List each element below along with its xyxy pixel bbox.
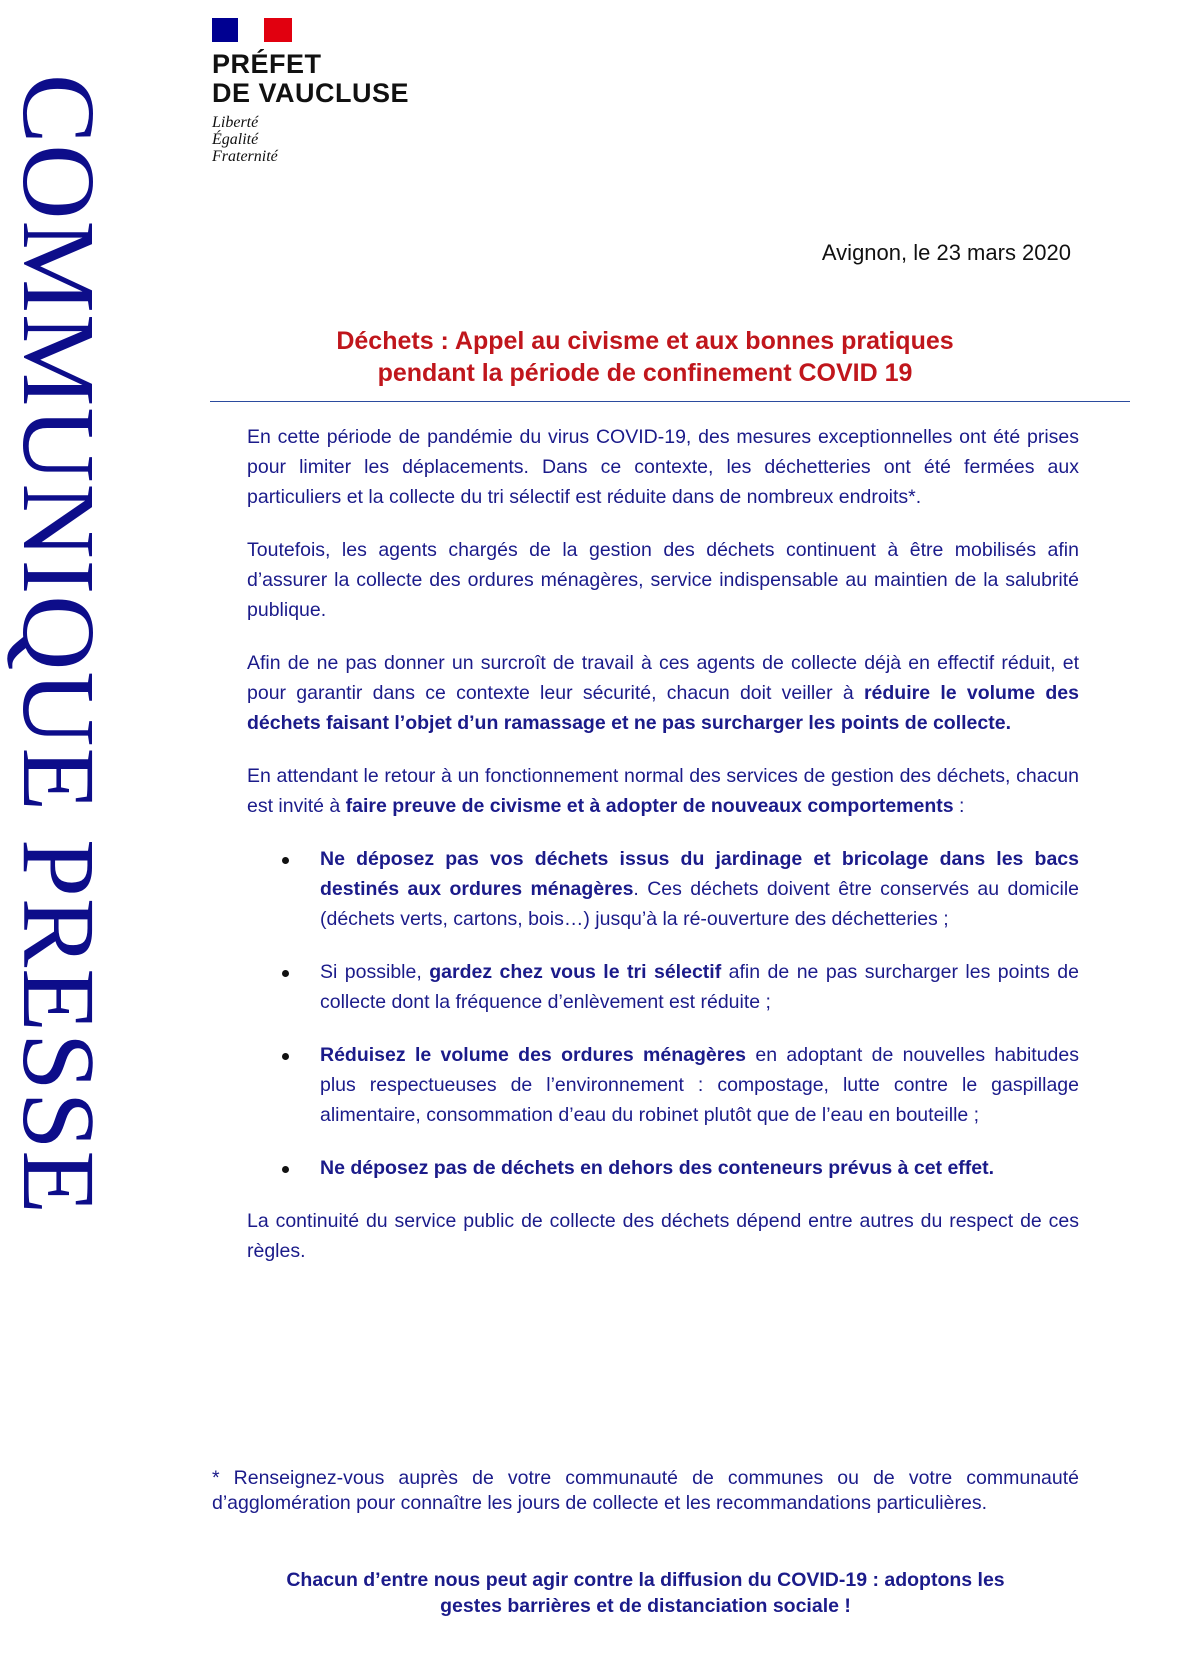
vertical-banner: COMMUNIQUE PRESSE [1,74,116,1215]
title-line2: pendant la période de confinement COVID 19 [377,359,913,387]
paragraph-continuity: La continuité du service public de collecte des déchets dépend entre autres du respect de ces règles. [247,1210,1079,1262]
bullet-bold: Réduisez le volume des ordures ménagères [320,1044,747,1066]
bullet-bold: Ne déposez pas de déchets en dehors des conteneurs prévus à cet effet. [320,1157,995,1179]
bullet-text: Si possible, [320,961,430,983]
page-title [210,325,1080,389]
bullet-text: en adoptant de nouvelles habitudes plus respectueuses de l’environnement : compostage, lutte contre le gaspillage alimentaire, consommation d’eau du robinet plutôt que de l’eau en bouteille ; [320,1044,1079,1126]
paragraph-reduce-bold: réduire le volume des déchets faisant l’objet d’un ramassage et ne pas surcharger les points de collecte. [247,682,1079,734]
bullet-icon [282,970,289,977]
bullet-bold: Ne déposez pas vos déchets issus du jardinage et bricolage dans les bacs destinés aux ordures ménagères [320,848,1079,900]
bullet-icon [282,1053,289,1060]
prefecture-name-line1: PRÉFET [212,49,322,79]
bullet-bold: gardez chez vous le tri sélectif [429,961,722,983]
motto-liberte: Liberté [212,114,259,131]
press-release-body [247,422,1079,1289]
paragraph-context: En cette période de pandémie du virus COVID-19, des mesures exceptionnelles ont été prises pour limiter les déplacements. Dans ce contexte, les déchetteries ont été fermées aux particuliers et la collecte du tri sélectif est réduite dans de nombreux endroits*. [247,426,1079,508]
bullet-text: . Ces déchets doivent être conservés au domicile (déchets verts, cartons, bois…) jusqu’à la ré-ouverture des déchetteries ; [320,878,1080,930]
paragraph-civism-colon: : [953,795,965,817]
bullet-icon [282,857,289,864]
footnote: * Renseignez-vous auprès de votre communauté de communes ou de votre communauté d’agglomération pour connaître les jours de collecte et les recommandations particulières. [212,1467,1079,1514]
republic-motto [212,114,409,165]
paragraph-reduce-text: Afin de ne pas donner un surcroît de travail à ces agents de collecte déjà en effectif réduit, et pour garantir dans ce contexte leur sécurité, chacun doit veiller à [247,652,1079,704]
motto-egalite: Égalité [212,131,259,148]
paragraph-reduce [247,648,1079,738]
list-item [247,844,1079,934]
recommendations-list [247,844,1079,1183]
list-item [247,1153,1079,1183]
paragraph-agents: Toutefois, les agents chargés de la gestion des déchets continuent à être mobilisés afin d’assurer la collecte des ordures ménagères, service indispensable au maintien de la salubrité publique. [247,539,1079,621]
motto-fraternite: Fraternité [212,148,278,165]
title-divider [210,401,1130,402]
paragraph-civism-text: En attendant le retour à un fonctionnement normal des services de gestion des déchets, chacun est invité à [247,765,1079,817]
prefecture-name [212,50,409,108]
prefecture-logo [212,18,409,165]
closing-line2: gestes barrières et de distanciation sociale ! [440,1595,851,1617]
prefecture-name-line2: DE VAUCLUSE [212,78,410,108]
marianne-flag-icon [212,18,292,42]
bullet-text: afin de ne pas surcharger les points de collecte dont la fréquence d’enlèvement est réduite ; [320,961,1079,1013]
list-item [247,957,1079,1017]
document-date: Avignon, le 23 mars 2020 [821,240,1071,265]
closing-line1: Chacun d’entre nous peut agir contre la diffusion du COVID-19 : adoptons les [286,1569,1005,1591]
paragraph-civism-bold: faire preuve de civisme et à adopter de nouveaux comportements [345,795,954,817]
closing-message [212,1567,1079,1619]
title-line1: Déchets : Appel au civisme et aux bonnes pratiques [336,327,954,355]
list-item [247,1040,1079,1130]
paragraph-civism [247,761,1079,821]
bullet-icon [282,1166,289,1173]
